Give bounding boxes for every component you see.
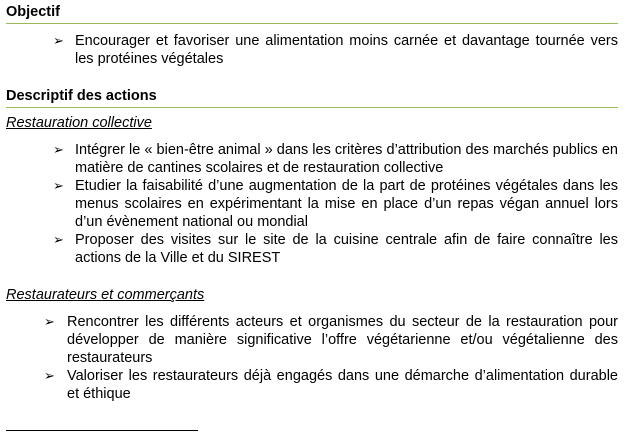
- objectif-section: [6, 0, 618, 68]
- descriptif-section: [6, 84, 618, 403]
- list-item: [6, 231, 618, 267]
- list-item-text: Etudier la faisabilité d’une augmentation de la part de protéines végétales dans les menus scolaires en expérimentant la mise en place d’un repas végan annuel lors d’un évènement national ou mondial: [75, 178, 618, 230]
- arrow-bullet-icon: ➢: [44, 368, 55, 383]
- restauration-collective-title: Restauration collective: [6, 115, 152, 131]
- restauration-collective-list: [6, 141, 618, 267]
- arrow-bullet-icon: ➢: [53, 178, 64, 193]
- list-item: [6, 313, 618, 367]
- list-item: [6, 141, 618, 177]
- arrow-bullet-icon: ➢: [53, 33, 64, 48]
- restaurateurs-list: [6, 313, 618, 403]
- list-item-text: Valoriser les restaurateurs déjà engagés dans une démarche d’alimentation durable et éthique: [67, 368, 618, 402]
- restauration-collective-block: [6, 114, 618, 267]
- list-item: [6, 177, 618, 231]
- restaurateurs-title: Restaurateurs et commerçants: [6, 287, 205, 303]
- list-item-text: Intégrer le « bien-être animal » dans les critères d’attribution des marchés publics en matière de cantines scolaires et de restauration collective: [75, 142, 618, 176]
- list-item: [6, 32, 618, 68]
- objectif-heading: Objectif: [6, 0, 618, 24]
- descriptif-heading: Descriptif des actions: [6, 84, 618, 108]
- list-item-text: Encourager et favoriser une alimentation moins carnée et davantage tournée vers les protéines végétales: [75, 33, 618, 67]
- arrow-bullet-icon: ➢: [53, 142, 64, 157]
- list-item-text: Proposer des visites sur le site de la cuisine centrale afin de faire connaître les actions de la Ville et du SIREST: [75, 232, 618, 266]
- list-item-text: Rencontrer les différents acteurs et organismes du secteur de la restauration pour développer de manière significative l’offre végétarienne et/ou végétalienne des restaurateurs: [67, 314, 618, 366]
- restaurateurs-block: [6, 286, 618, 403]
- footnote-separator: [6, 430, 198, 431]
- arrow-bullet-icon: ➢: [53, 232, 64, 247]
- list-item: [6, 367, 618, 403]
- arrow-bullet-icon: ➢: [44, 314, 55, 329]
- objectif-list: [6, 32, 618, 68]
